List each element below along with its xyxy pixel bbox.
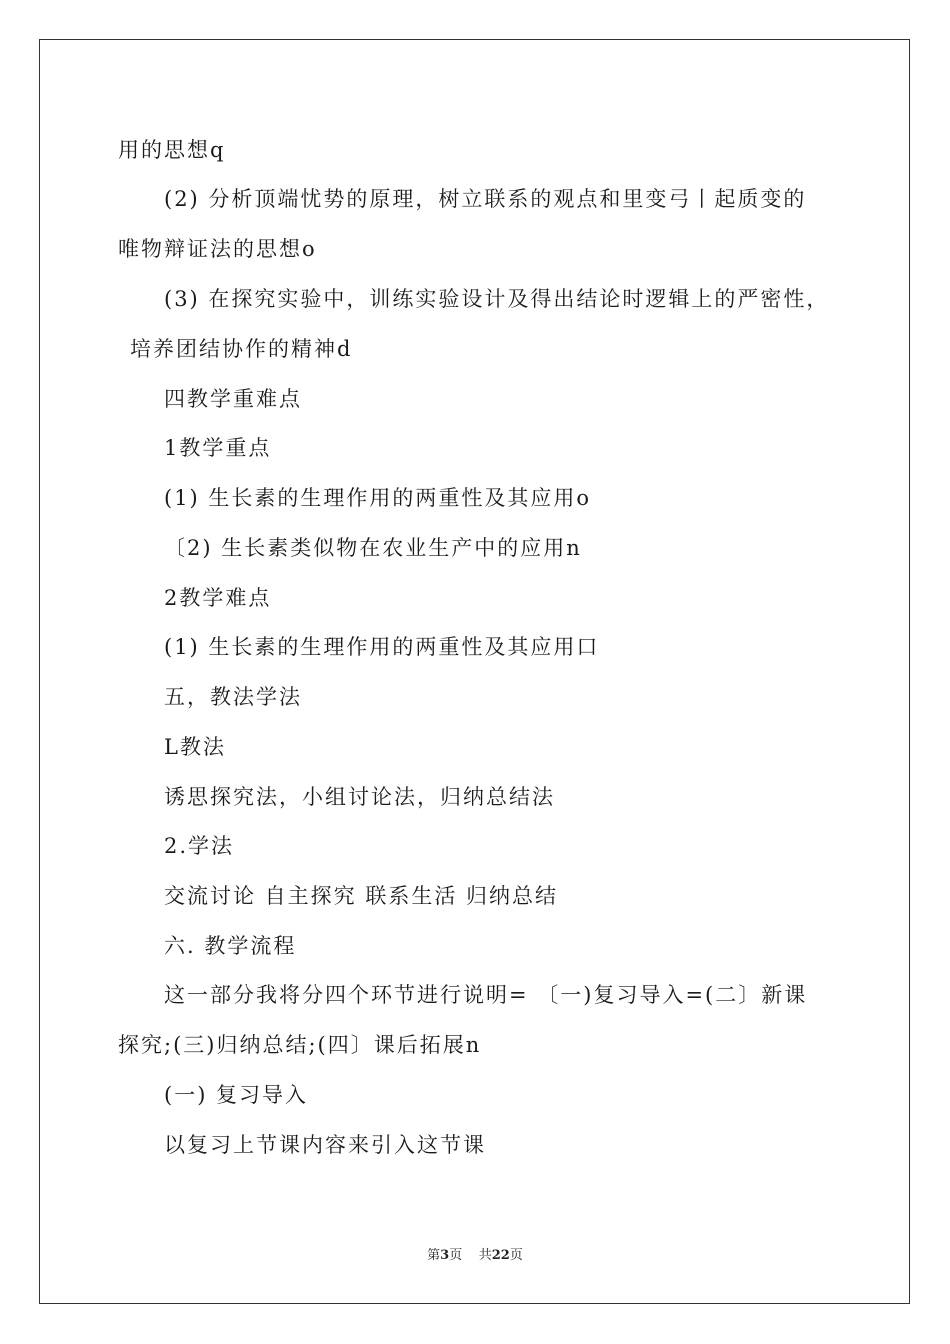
section-heading: 六. 教学流程 <box>164 934 297 958</box>
text-line: (3) 在探究实验中，训练实验设计及得出结论时逻辑上的严密性， <box>164 287 830 311</box>
page-number: 3 <box>440 1248 450 1263</box>
page-frame <box>39 39 910 1304</box>
sub-heading: (一) 复习导入 <box>164 1083 309 1107</box>
text-line: 唯物辩证法的思想o <box>118 237 317 261</box>
sub-heading: 2.学法 <box>164 834 235 858</box>
total-pages: 22 <box>491 1248 510 1263</box>
text-line: 〔2) 生长素类似物在农业生产中的应用n <box>164 536 582 560</box>
page-label-suffix: 页 <box>449 1248 463 1263</box>
text-line: (1) 生长素的生理作用的两重性及其应用o <box>164 486 592 510</box>
sub-heading: 1教学重点 <box>164 436 272 460</box>
total-label-suffix: 页 <box>509 1248 523 1263</box>
text-line: 培养团结协作的精神d <box>130 337 353 361</box>
section-heading: 四教学重难点 <box>164 387 302 411</box>
sub-heading: 2教学难点 <box>164 586 272 610</box>
text-line: 诱思探究法，小组讨论法，归纳总结法 <box>164 785 555 809</box>
text-line: (1) 生长素的生理作用的两重性及其应用口 <box>164 635 600 659</box>
text-line: 以复习上节课内容来引入这节课 <box>164 1133 486 1157</box>
page-label-prefix: 第 <box>427 1248 441 1263</box>
sub-heading: L教法 <box>164 735 226 759</box>
section-heading: 五，教法学法 <box>164 685 302 709</box>
text-line: 这一部分我将分四个环节进行说明= 〔一)复习导入=(二〕新课 <box>164 983 808 1007</box>
text-line: 探究;(三)归纳总结;(四〕课后拓展n <box>118 1033 482 1057</box>
page-footer <box>0 1247 950 1265</box>
text-line: (2) 分析顶端忧势的原理，树立联系的观点和里变弓丨起质变的 <box>164 187 807 211</box>
text-line: 交流讨论 自主探究 联系生活 归纳总结 <box>164 884 559 908</box>
total-label-prefix: 共 <box>478 1248 492 1263</box>
text-line: 用的思想q <box>118 138 226 162</box>
